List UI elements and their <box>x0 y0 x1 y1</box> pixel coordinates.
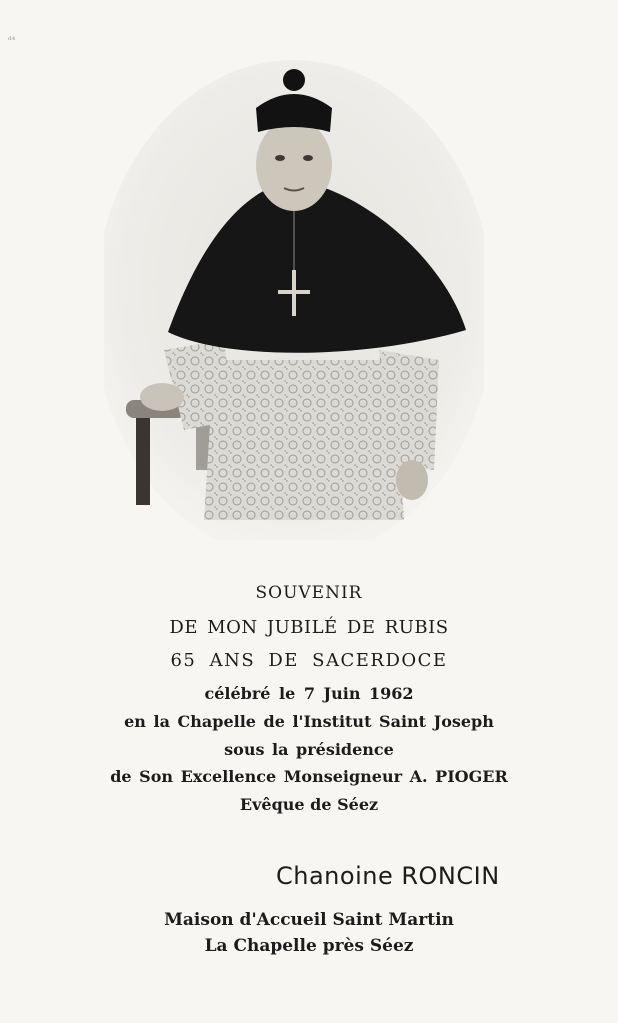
excellence-line <box>0 767 618 786</box>
title-souvenir: SOUVENIR <box>255 583 363 603</box>
bishop-name: A. PIOGER <box>409 767 508 786</box>
address-line-2: La Chapelle près Séez <box>204 936 414 956</box>
excellence-prefix: de Son Excellence Monseigneur <box>110 767 410 786</box>
presidence-line: sous la présidence <box>224 740 394 759</box>
signatory-name: Chanoine RONCIN <box>276 862 500 890</box>
title-jubile: DE MON JUBILÉ DE RUBIS <box>169 617 449 638</box>
title-sacerdoce: 65 ANS DE SACERDOCE <box>170 650 448 671</box>
corner-pencil-mark: ᵈ⁴ <box>8 36 16 46</box>
chapel-line: en la Chapelle de l'Institut Saint Joseph <box>124 712 494 731</box>
bishop-title-line: Evêque de Séez <box>239 795 379 814</box>
portrait-photo <box>104 60 484 540</box>
address-line-1: Maison d'Accueil Saint Martin <box>164 910 454 930</box>
celebre-prefix: célébré le <box>204 684 304 703</box>
celebre-date: 7 Juin 1962 <box>303 684 414 703</box>
celebration-date-line <box>0 684 618 703</box>
